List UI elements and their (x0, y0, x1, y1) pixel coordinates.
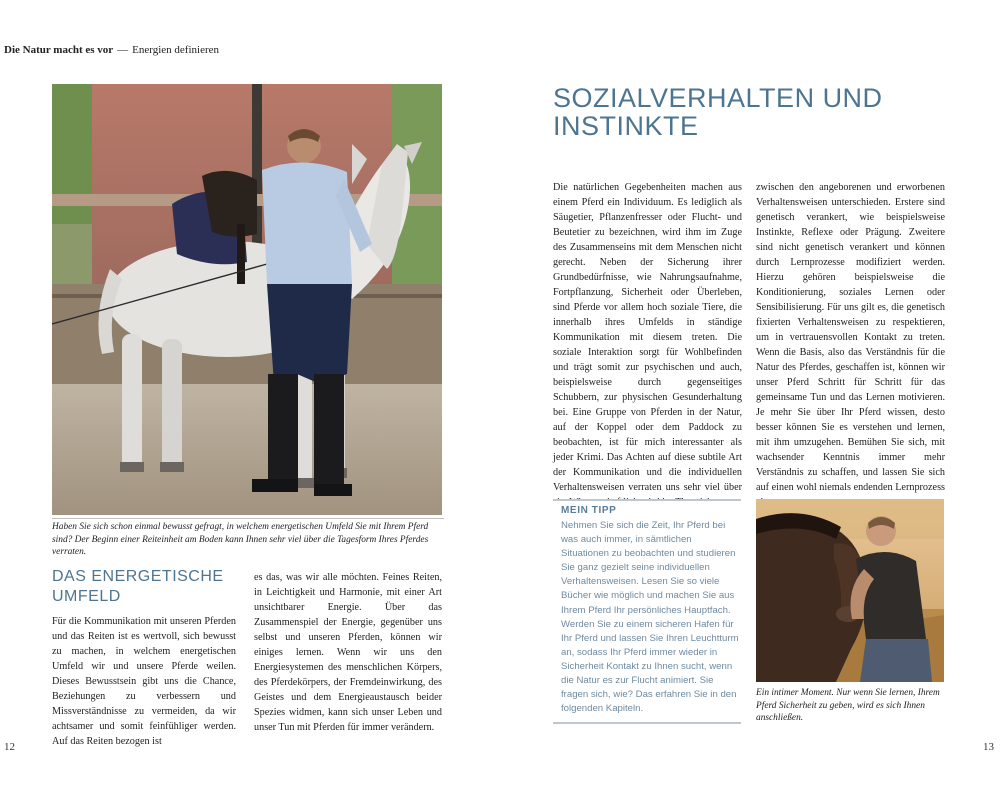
page-number-left: 12 (4, 741, 15, 753)
right-column-2: zwischen den angeborenen und erworbenen Verhaltensweisen unterschieden. Erstere sind genetisch verankert, wie beispielsweise Instinkte, Reflexe oder Prägung. Zweitere sind nicht genetisch verankert und können durch Lernprozesse modifiziert werden. Hierzu gehören beispielsweise die Konditionierung, soziales Lernen oder Sensibilisierung. Für uns gilt es, die genetisch fixierten Verhaltensweisen zu respektieren, um in vertrauensvollen Kontakt zu treten. Wenn die Basis, also das Verständnis für die Natur des Pferdes, geschaffen ist, können wir unser Pferd Schritt für Schritt für das gemeinsame Tun und das Lernen motivieren. Je mehr Sie über Ihr Pferd wissen, desto besser können Sie es verstehen und lernen, mit ihm umzugehen. Bemühen Sie sich, mit wachsender Kenntnis immer mehr Verständnis zu schaffen, und lassen Sie sich auf einen wohl niemals endenden Lernprozess (756, 182, 945, 493)
section-heading-right: SOZIALVERHALTEN UND INSTINKTE (553, 83, 883, 141)
page-number-right: 13 (983, 741, 994, 753)
tip-text: Nehmen Sie sich die Zeit, Ihr Pferd bei was auch immer, in sämtlichen Situationen zu beobachten und studieren Sie ganz gezielt seine individuellen Verhaltensweisen. Lesen Sie so viele Bücher wie möglich und machen Sie aus Ihrem Pferd Ihr persönliches Hauptfach. Werden Sie zu einem sicheren Hafen für Ihr Pferd und lassen Sie Ihren Leuchtturm an, sodass Ihr Pferd immer wieder in Sicherheit Kontakt zu Ihnen sucht, wenn die Natur es zur Flucht animiert. Sie fragen sich, wie? Das erfahren Sie in den folgenden Kapiteln. (561, 520, 739, 715)
horse-embrace-photo (756, 499, 944, 682)
running-head-chapter: Die Natur macht es vor (4, 44, 114, 56)
photo-caption-left: Haben Sie sich schon einmal bewusst gefragt, in welchem energetischen Umfeld Sie mit Ihrem Pferd sind? Der Beginn einer Reiteinheit am Boden kann Ihnen sehr viel über die Tagesform Ihres Pferdes verraten. (52, 518, 444, 559)
running-head-section: Energien definieren (132, 44, 220, 56)
left-column-2: es das, was wir alle möchten. Feines Reiten, in Leichtigkeit und Harmonie, mit einer Art unsichtbarer Energie. Über das Zusammenspiel der Energie, gegenüber uns selbst und unseren Pferden, können wir einiges lernen. Wenn wir uns den Energiesystemen des menschlichen Körpers, des Pferdekörpers, der Fremdeinwirkung, des Geistes und dem Energieaustausch beider Spezies widmen, kann sich unser Leben und unser Tun mit Pferden für immer verändern. (254, 572, 442, 733)
photo-caption-right: Ein intimer Moment. Nur wenn Sie lernen, Ihrem Pferd Sicherheit zu geben, wird es sich Ihnen anschließen. (756, 688, 940, 723)
right-column-1: Die natürlichen Gegebenheiten machen aus einem Pferd ein Individuum. Es lediglich als Säugetier, Pflanzenfresser oder Flucht- und Beutetier zu bezeichnen, wird ihm im Zuge des Zusammenseins mit dem Menschen nicht gerecht. Neben der Sicherung ihrer Grundbedürfnisse, wie Nahrungsaufnahme, Fortpflanzung, Sicherheit oder Überleben, sind Pferde vor allem hoch soziale Tiere, die innerhalb ihres Umfelds in ständige Kommunikation mit diesem treten. Die soziale Interaktion sorgt für Wohlbefinden und trägt somit zur psychischen und auch, beispielsweise durch gegenseitiges Schubbern, zur physischen Gesunderhaltung bei. Eine Gruppe von Pferden in der Natur, auf der Koppel oder dem Paddock zu beobachten, ist für mich interessanter als jeder Krimi. Das Achten auf diese subtile Art der Kommunikation und die individuellen Verhaltensweisen verraten uns sehr viel über (553, 182, 742, 493)
running-head-separator: — (117, 44, 129, 56)
horse-lunging-photo (52, 84, 442, 515)
left-column-1: Für die Kommunikation mit unseren Pferden und das Reiten ist es wertvoll, sich bewusst zu machen, in welchem energetischen Umfeld wir und unsere Pferde weilen. Dieses Bewusstsein gibt uns die Chance, Beziehungen zu verbessern und Missverständnisse zu vermeiden, da wir achtsamer und somit feinfühliger werden. Auf das Reiten bezogen ist (52, 616, 236, 747)
tip-title: MEIN TIPP (561, 505, 617, 516)
section-heading-left: DAS ENERGETISCHE UMFELD (52, 568, 224, 605)
running-head (4, 44, 219, 56)
